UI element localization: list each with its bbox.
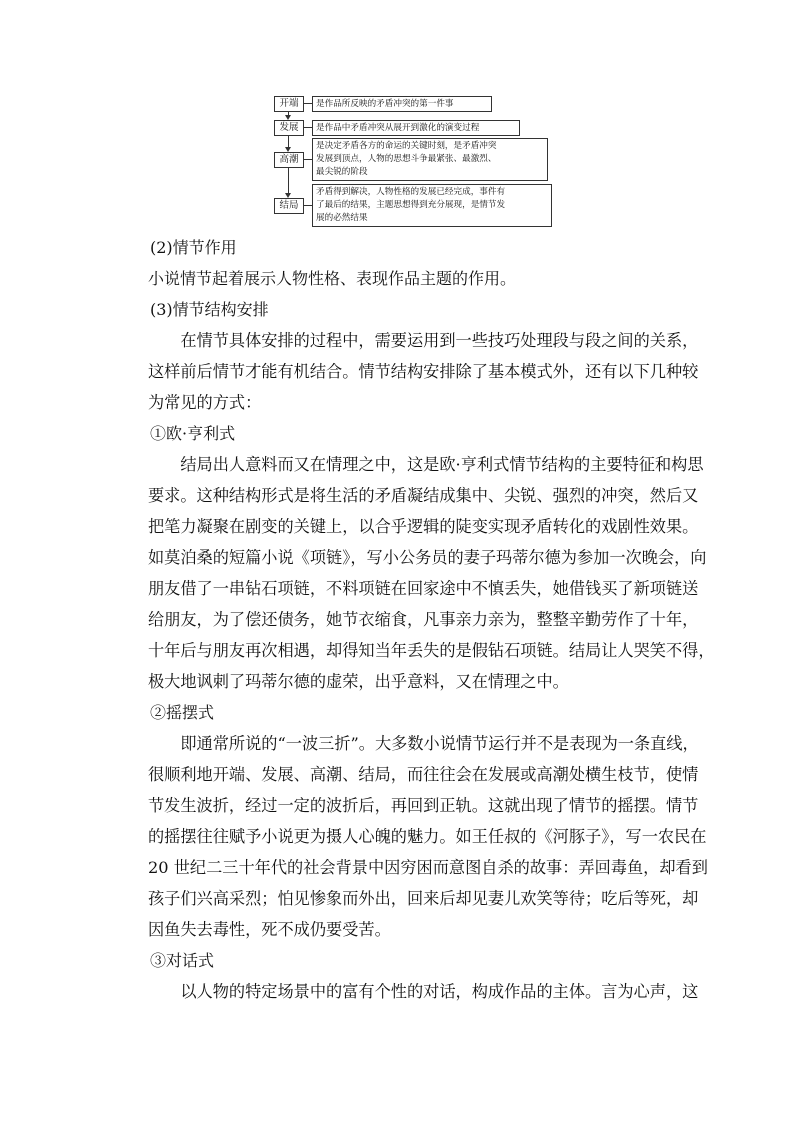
text-line: 给朋友，为了偿还债务，她节衣缩食，凡事亲力亲为，整整辛勤劳作了十年，: [148, 610, 699, 629]
text-line: 即通常所说的“一波三折”。大多数小说情节运行并不是表现为一条直线，: [148, 734, 699, 753]
text-line: 的摇摆往往赋予小说更为摄人心魄的魅力。如王任叔的《河豚子》，写一农民在: [148, 827, 707, 846]
stage-desc-development: 是作品中矛盾冲突从展开到激化的演变过程: [312, 120, 520, 136]
arrow-down-icon: [285, 115, 291, 120]
document-body: [148, 232, 715, 1007]
text-line: 在情节具体安排的过程中，需要运用到一些技巧处理段与段之间的关系，: [148, 331, 699, 350]
text-line: 结局出人意料而又在情理之中，这是欧·亨利式情节结构的主要特征和构思: [148, 455, 704, 474]
text-line: 如莫泊桑的短篇小说《项链》，写小公务员的妻子玛蒂尔德为参加一次晚会，向: [148, 548, 707, 567]
paragraph-swing-style: [148, 728, 708, 945]
stage-box-climax: 高潮: [274, 152, 304, 168]
arrow-down-icon: [285, 147, 291, 152]
subheading-dialogue-style: ③对话式: [150, 951, 215, 970]
connector-line: [303, 159, 312, 160]
connector-line: [303, 127, 312, 128]
connector-line: [303, 205, 312, 206]
arrow-down-icon: [285, 193, 291, 198]
stage-desc-climax: 是决定矛盾各方的命运的关键时刻，是矛盾冲突 发展到顶点，人物的思想斗争最紧张、最激烈、 最尖锐的阶段: [312, 138, 548, 181]
section-heading-plot-function: (2)情节作用: [150, 238, 237, 257]
stage-box-beginning: 开端: [274, 96, 304, 112]
text-line: 很顺利地开端、发展、高潮、结局，而往往会在发展或高潮处横生枝节，使情: [148, 765, 699, 784]
connector-line: [303, 103, 312, 104]
text-line: 朋友借了一串钻石项链，不料项链在回家途中不慎丢失，她借钱买了新项链送: [148, 579, 699, 598]
text-line: 节发生波折，经过一定的波折后，再回到正轨。这就出现了情节的摇摆。情节: [148, 796, 699, 815]
stage-desc-ending: 矛盾得到解决，人物性格的发展已经完成，事件有 了最后的结果，主题思想得到充分展现，是情节发 展的必然结果: [312, 184, 552, 227]
connector-line: [288, 168, 289, 194]
paragraph-plot-function: 小说情节起着展示人物性格、表现作品主题的作用。: [148, 269, 517, 288]
text-line: 以人物的特定场景中的富有个性的对话，构成作品的主体。言为心声，这: [148, 982, 699, 1001]
text-line: 把笔力凝聚在剧变的关键上，以合乎逻辑的陡变实现矛盾转化的戏剧性效果。: [148, 517, 699, 536]
text-line: 十年后与朋友再次相遇，却得知当年丢失的是假钻石项链。结局让人哭笑不得，: [148, 641, 715, 660]
stage-box-development: 发展: [274, 120, 304, 136]
paragraph-plot-structure: [148, 325, 699, 418]
text-line: 极大地讽刺了玛蒂尔德的虚荣，出乎意料，又在情理之中。: [148, 672, 569, 691]
plot-structure-diagram: [0, 0, 794, 240]
text-line: 因鱼失去毒性，死不成仍要受苦。: [148, 920, 391, 939]
stage-box-ending: 结局: [274, 198, 304, 214]
text-line: 20 世纪二三十年代的社会背景中因穷困而意图自杀的故事：弄回毒鱼，却看到: [148, 858, 708, 877]
text-line: 要求。这种结构形式是将生活的矛盾凝结成集中、尖锐、强烈的冲突，然后又: [148, 486, 699, 505]
subheading-swing-style: ②摇摆式: [150, 703, 215, 722]
section-heading-plot-structure: (3)情节结构安排: [150, 300, 269, 319]
text-line: 这样前后情节才能有机结合。情节结构安排除了基本模式外，还有以下几种较: [148, 362, 699, 381]
paragraph-dialogue-style: [148, 976, 699, 1007]
stage-desc-beginning: 是作品所反映的矛盾冲突的第一件事: [312, 96, 492, 112]
paragraph-ohenry-style: [148, 449, 715, 697]
text-line: 为常见的方式：: [148, 393, 262, 412]
subheading-ohenry-style: ①欧·亨利式: [150, 424, 236, 443]
text-line: 孩子们兴高采烈；怕见惨象而外出，回来后却见妻儿欢笑等待；吃后等死，却: [148, 889, 699, 908]
